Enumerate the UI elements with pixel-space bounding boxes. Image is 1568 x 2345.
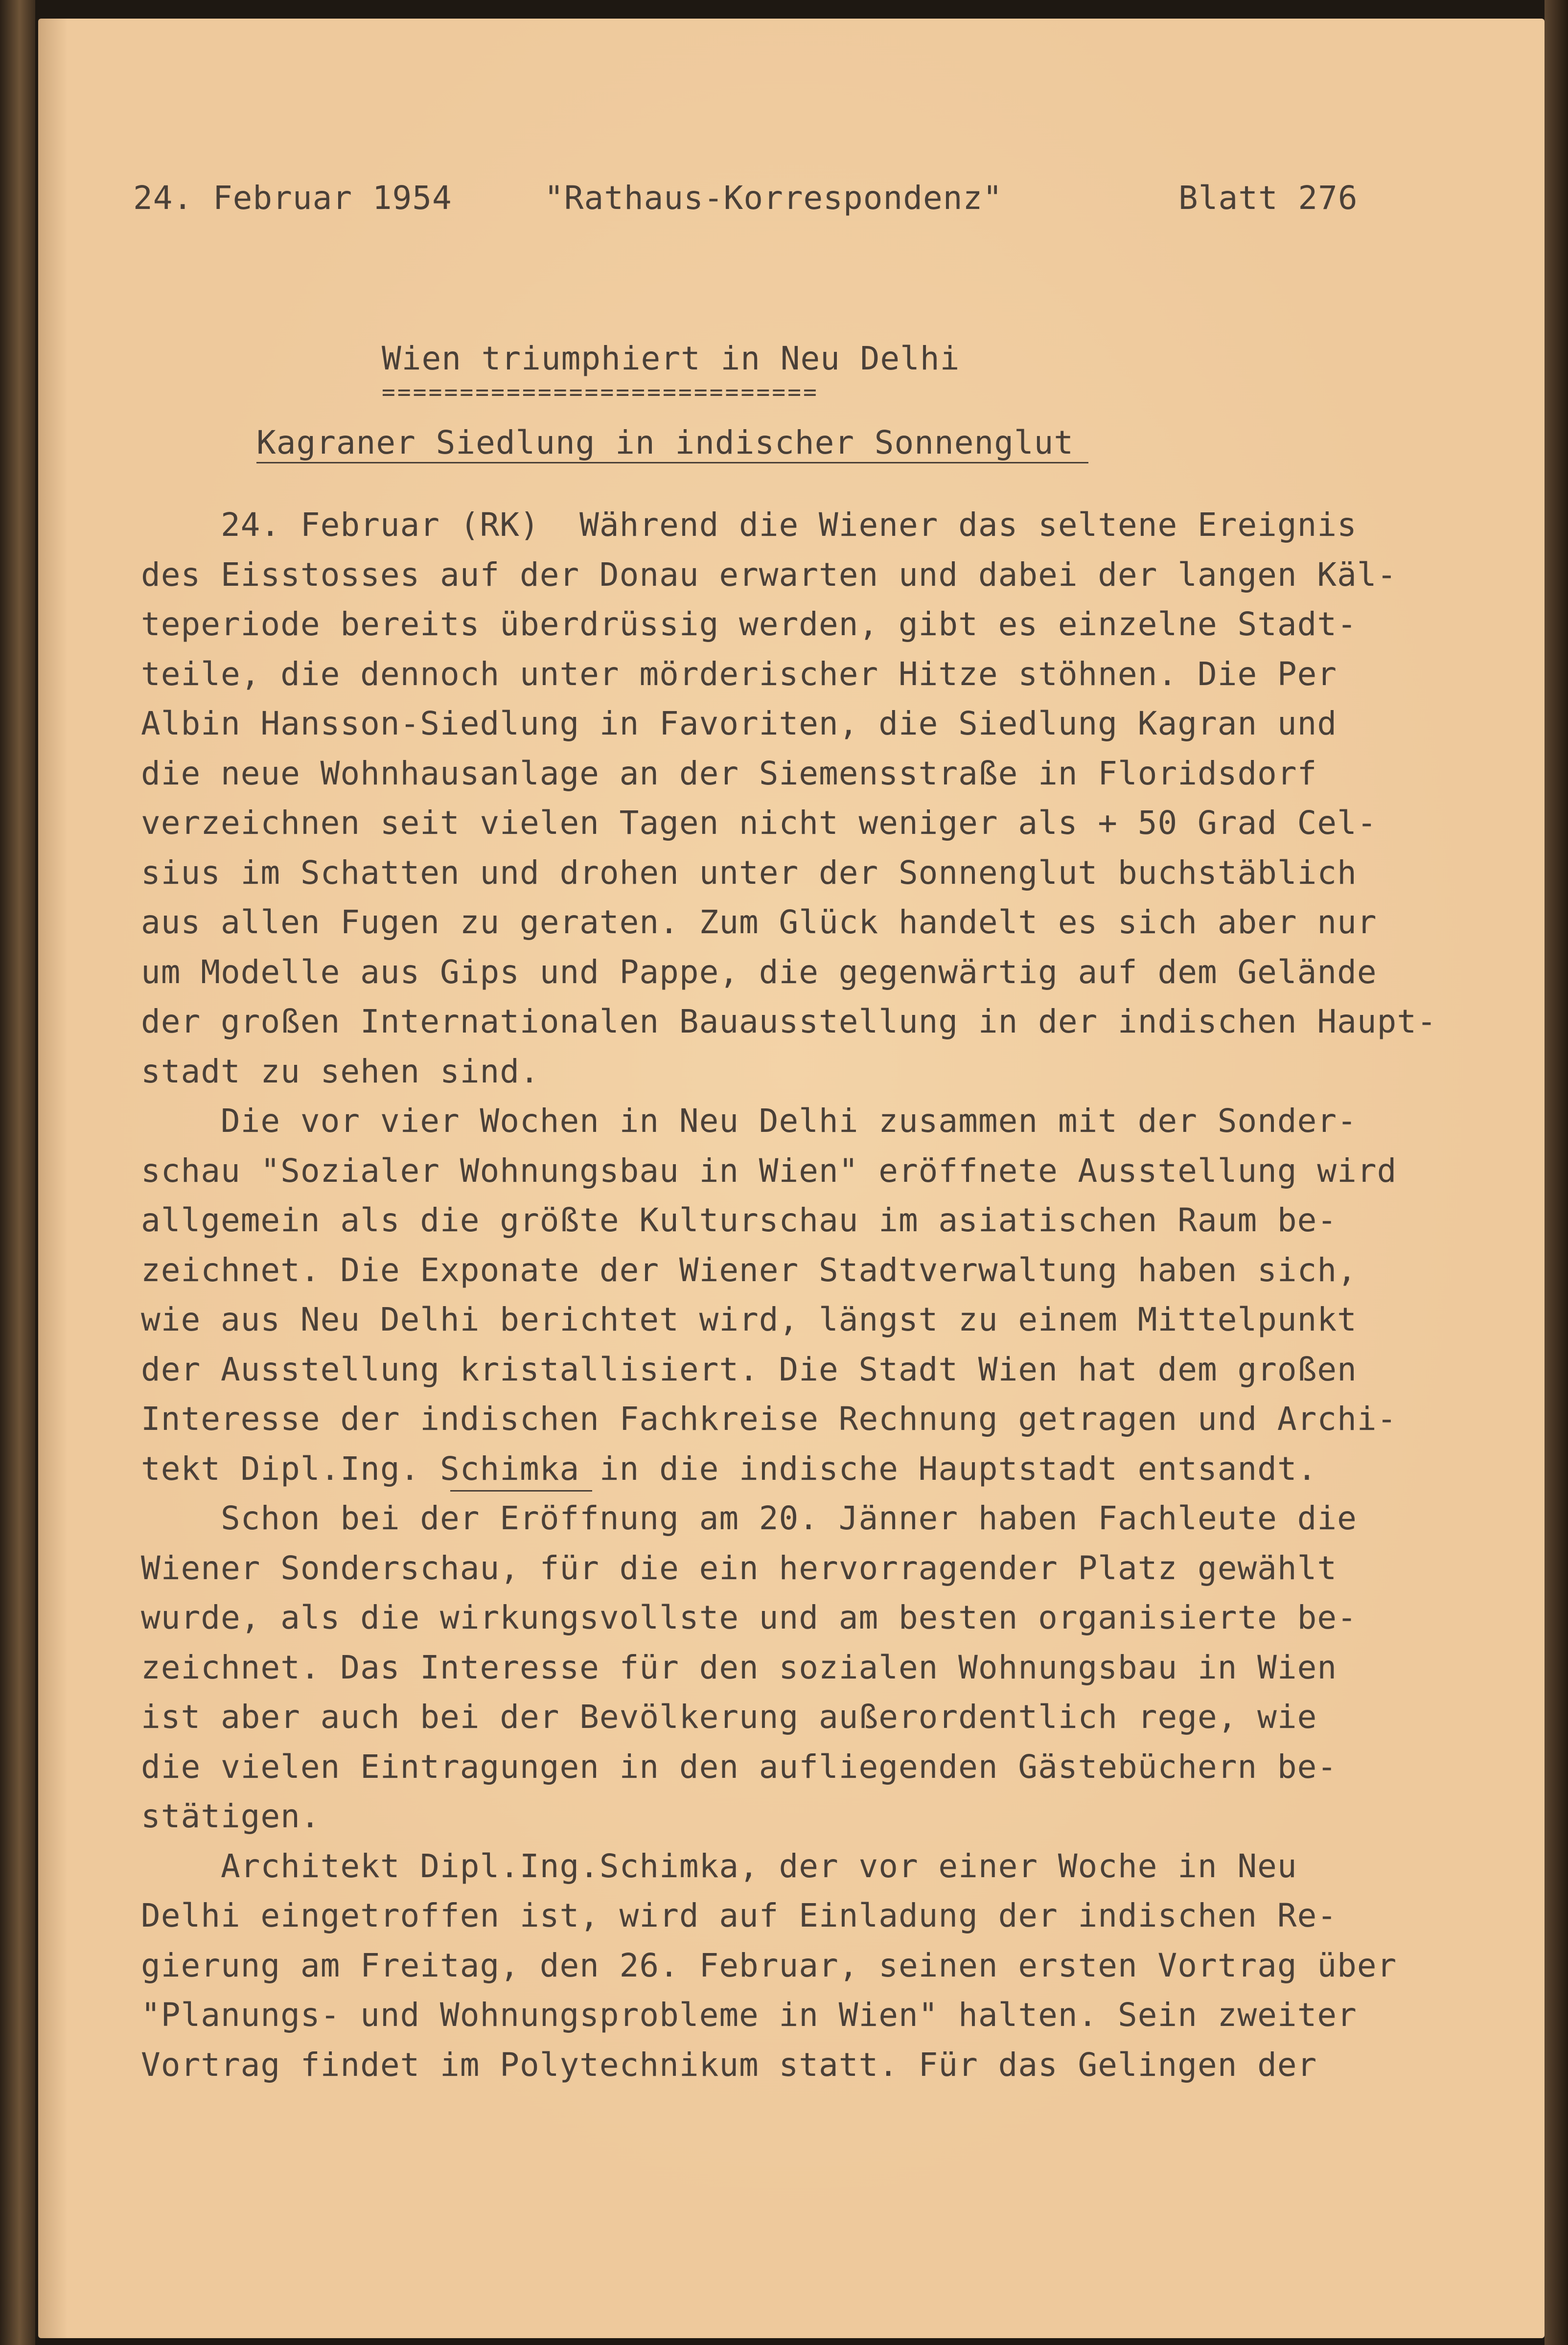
- body-line: teile, die dennoch unter mörderischer Hitze stöhnen. Die Per: [141, 655, 1337, 693]
- name-underline: [450, 1490, 592, 1492]
- body-line: stätigen.: [141, 1797, 321, 1835]
- body-line: der Ausstellung kristallisiert. Die Stadt Wien hat dem großen: [141, 1351, 1357, 1388]
- body-line: wurde, als die wirkungsvollste und am besten organisierte be-: [141, 1599, 1357, 1636]
- body-line: die vielen Eintragungen in den aufliegenden Gästebüchern be-: [141, 1748, 1337, 1786]
- body-line: um Modelle aus Gips und Pappe, die gegenwärtig auf dem Gelände: [141, 953, 1377, 991]
- body-line: Delhi eingetroffen ist, wird auf Einladung der indischen Re-: [141, 1897, 1337, 1934]
- body-line: der großen Internationalen Bauausstellung in der indischen Haupt-: [141, 1003, 1437, 1040]
- header-date: 24. Februar 1954: [133, 179, 452, 217]
- article-title: Wien triumphiert in Neu Delhi: [382, 340, 960, 377]
- body-line: Albin Hansson-Siedlung in Favoriten, die Siedlung Kagran und: [141, 705, 1337, 742]
- body-line: "Planungs- und Wohnungsprobleme in Wien" halten. Sein zweiter: [141, 1996, 1357, 2034]
- body-line: ist aber auch bei der Bevölkerung außerordentlich rege, wie: [141, 1698, 1317, 1736]
- body-line: stadt zu sehen sind.: [141, 1053, 540, 1090]
- body-line: gierung am Freitag, den 26. Februar, seinen ersten Vortrag über: [141, 1947, 1397, 1984]
- article-subtitle: Kagraner Siedlung in indischer Sonnenglut: [256, 424, 1074, 461]
- body-line: Architekt Dipl.Ing.Schimka, der vor einer Woche in Neu: [141, 1847, 1297, 1885]
- body-line: die neue Wohnhausanlage an der Siemensstraße in Floridsdorf: [141, 755, 1317, 792]
- body-line: Die vor vier Wochen in Neu Delhi zusammen mit der Sonder-: [141, 1102, 1357, 1140]
- body-line: allgemein als die größte Kulturschau im asiatischen Raum be-: [141, 1201, 1337, 1239]
- body-line: 24. Februar (RK) Während die Wiener das seltene Ereignis: [141, 506, 1357, 544]
- body-line: Interesse der indischen Fachkreise Rechnung getragen und Archi-: [141, 1400, 1397, 1438]
- page-edge-shadow: [1545, 0, 1568, 2345]
- body-line: tekt Dipl.Ing. Schimka in die indische Hauptstadt entsandt.: [141, 1450, 1317, 1488]
- header-sheet-number: Blatt 276: [1178, 179, 1358, 217]
- body-line: sius im Schatten und drohen unter der Sonnenglut buchstäblich: [141, 854, 1357, 892]
- body-line: zeichnet. Das Interesse für den sozialen Wohnungsbau in Wien: [141, 1649, 1337, 1686]
- body-line: Vortrag findet im Polytechnikum statt. Für das Gelingen der: [141, 2046, 1317, 2084]
- body-line: zeichnet. Die Exponate der Wiener Stadtverwaltung haben sich,: [141, 1251, 1357, 1289]
- title-double-rule: ============================: [382, 379, 819, 405]
- body-line: teperiode bereits überdrüssig werden, gibt es einzelne Stadt-: [141, 605, 1357, 643]
- subtitle-underline: [256, 462, 1088, 463]
- body-line: Schon bei der Eröffnung am 20. Jänner haben Fachleute die: [141, 1499, 1357, 1537]
- body-line: des Eisstosses auf der Donau erwarten und dabei der langen Käl-: [141, 556, 1397, 594]
- body-line: schau "Sozialer Wohnungsbau in Wien" eröffnete Ausstellung wird: [141, 1152, 1397, 1190]
- body-line: aus allen Fugen zu geraten. Zum Glück handelt es sich aber nur: [141, 903, 1377, 941]
- body-line: verzeichnen seit vielen Tagen nicht weniger als + 50 Grad Cel-: [141, 804, 1377, 842]
- body-line: wie aus Neu Delhi berichtet wird, längst zu einem Mittelpunkt: [141, 1301, 1357, 1338]
- body-line: Wiener Sonderschau, für die ein hervorragender Platz gewählt: [141, 1549, 1337, 1587]
- book-binding: [0, 0, 35, 2345]
- header-publication: "Rathaus-Korrespondenz": [544, 179, 1003, 217]
